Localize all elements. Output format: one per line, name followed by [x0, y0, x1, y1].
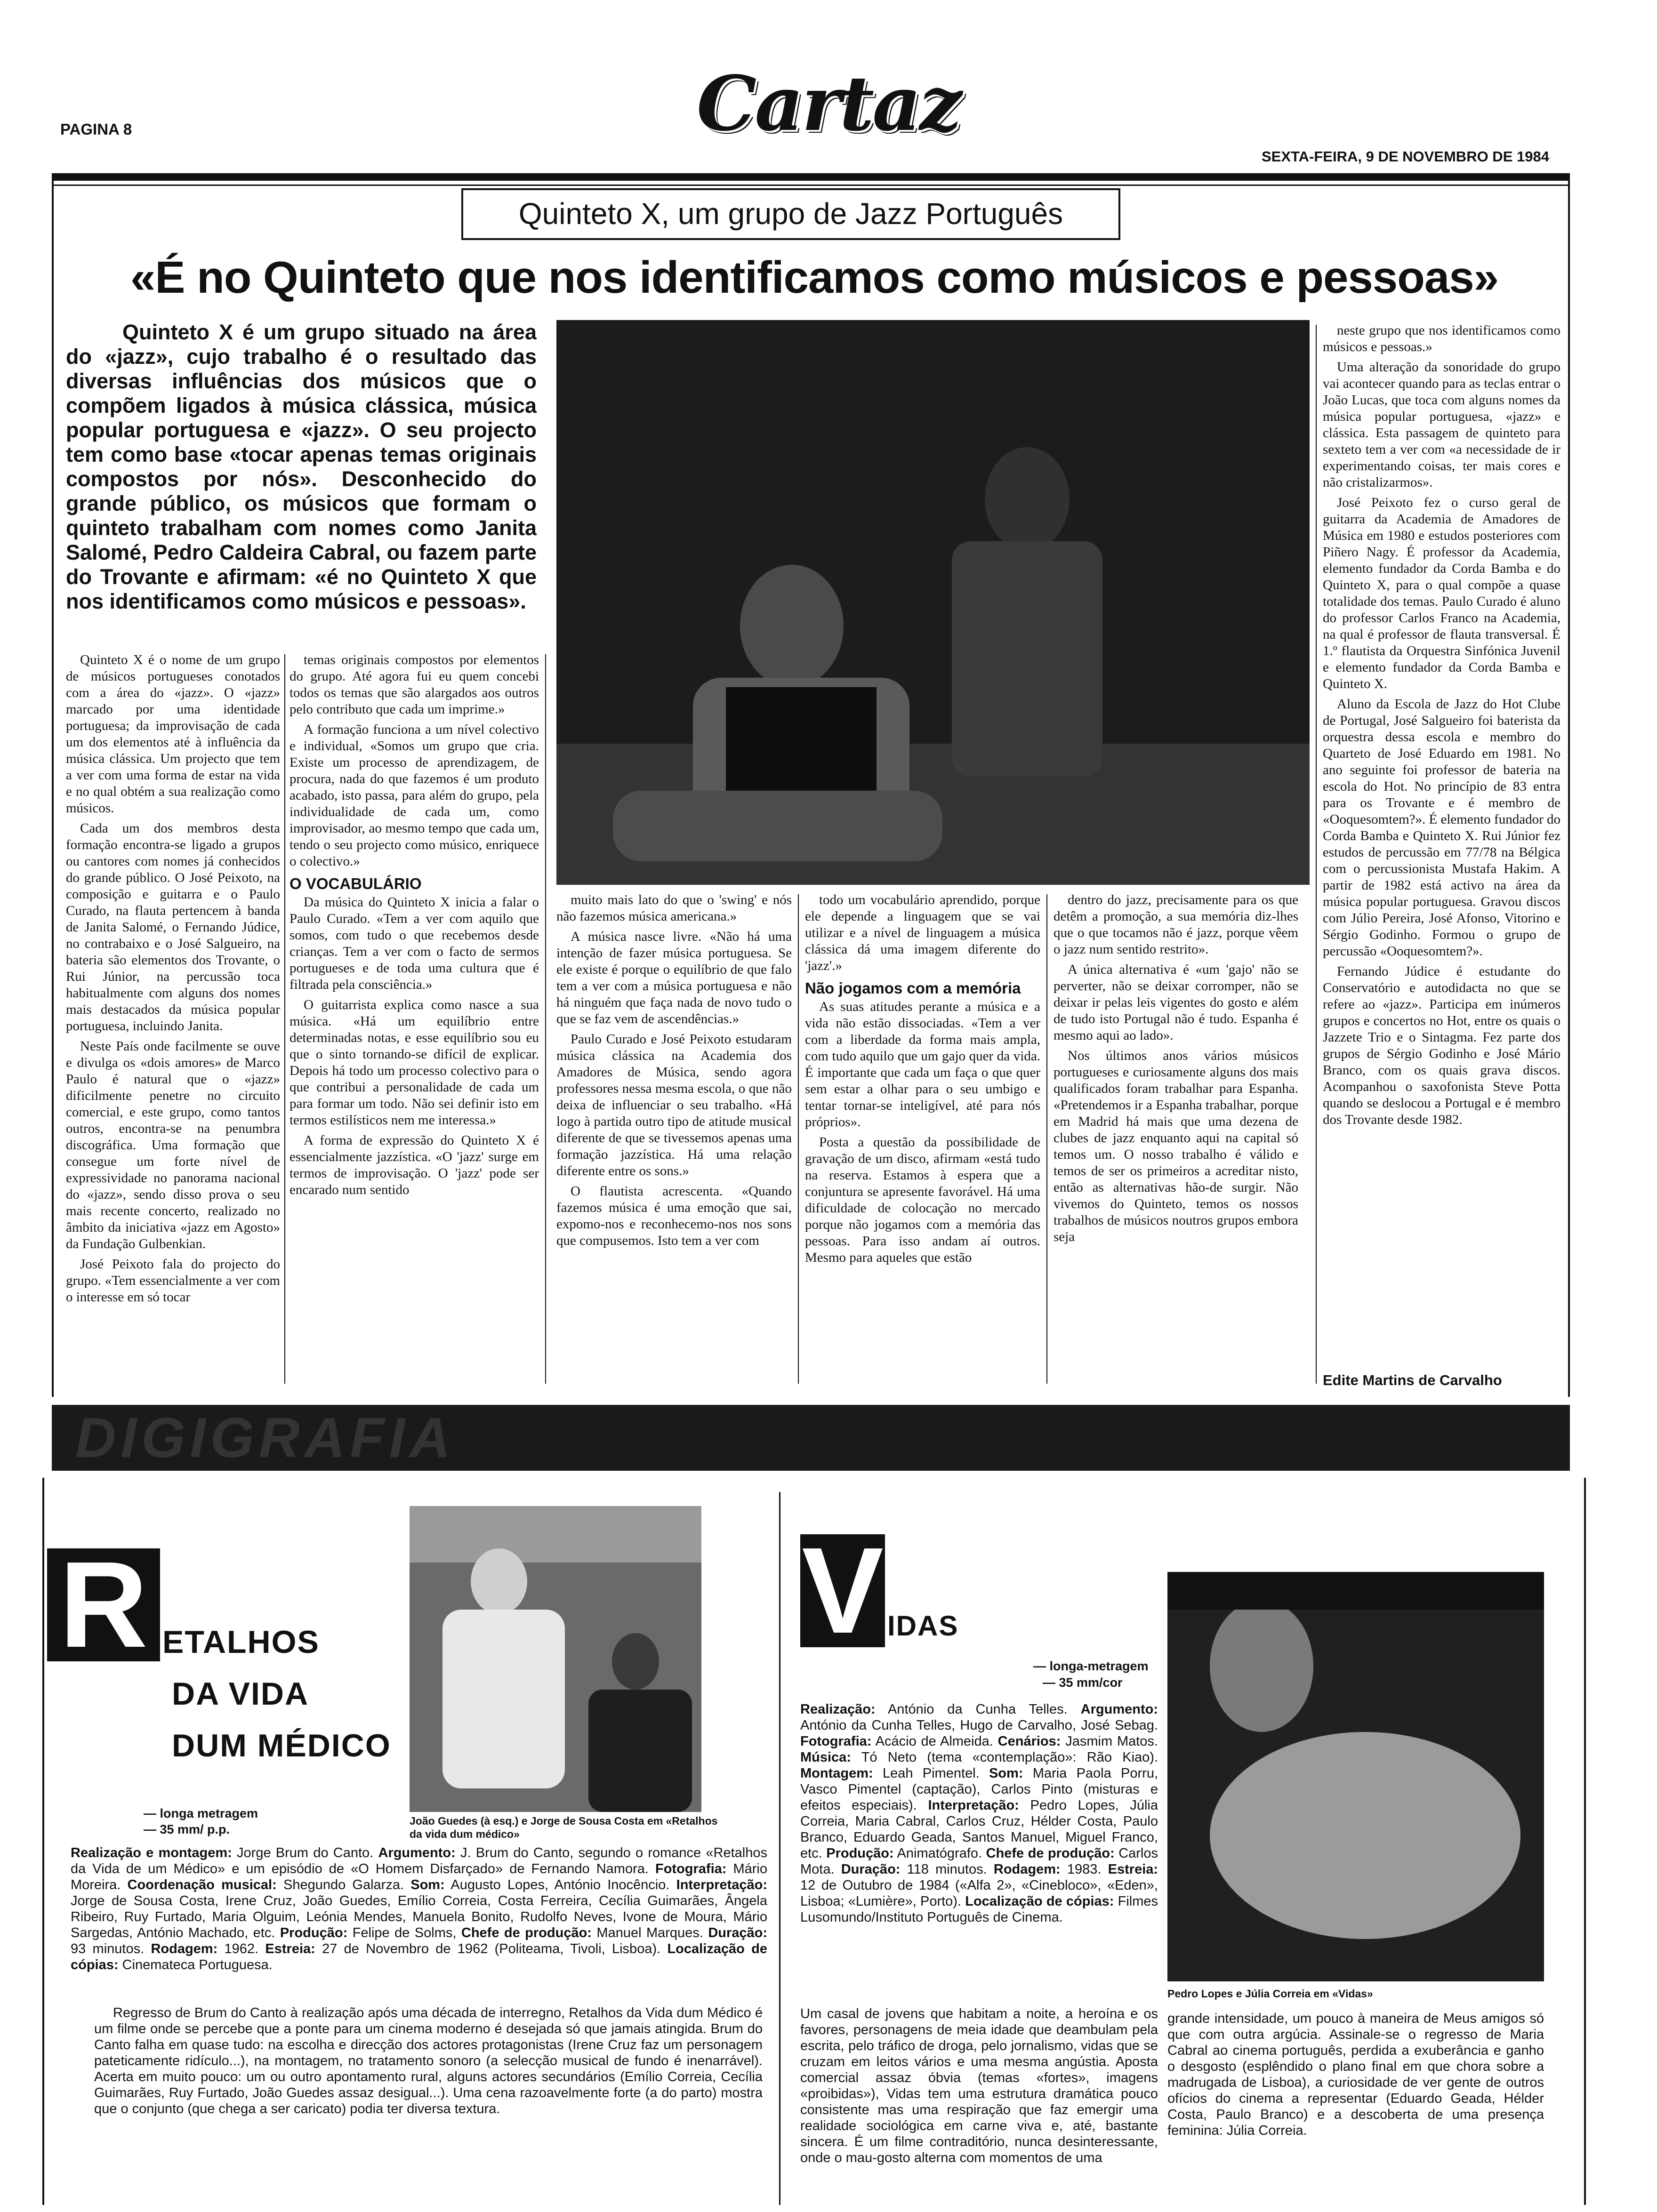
credit-value: Leah Pimentel. [882, 1766, 980, 1781]
vidas-title: IDAS [887, 1610, 959, 1642]
col5-paragraph: A única alternativa é «um 'gajo' não se perverter, não se deixar corromper, não se deixar ir pelas leis vigentes do gosto e além de tudo isto Portugal não é tudo. Espanha é mesmo aqui ao lado». [1054, 962, 1298, 1043]
retalhos-title-line3: DUM MÉDICO [172, 1728, 391, 1763]
vidas-review-left: Um casal de jovens que habitam a noite, a heroína e os favores, personagens de meia idade que deambulam pela escrita, pelo tráfico de droga, pelo jornalismo, vidas que se cruzam em leitos vários e uma mesma angústia. Aposta comercial assaz óbvia (temas «fortes», imagens «proibidas»), Vidas tem uma estrutura dramática pouco consistente mas uma respiração que faz emergir uma realidade sociológica em carne viva e, até, bastante sincera. É um filme contraditório, nunca desinteressante, onde o mau-gosto alterna com momentos de uma [800, 2006, 1158, 2165]
credit-value: Augusto Lopes, António Inocêncio. [450, 1877, 670, 1892]
credit-label: Cenários: [997, 1734, 1061, 1749]
col3-paragraph: muito mais lato do que o 'swing' e nós não fazemos música americana.» [556, 892, 792, 924]
col2-paragraph: A formação funciona a um nível colectivo e individual, «Somos um grupo que cria. Existe um processo de aprendizagem, de procura, nada do que fazemos é um produto acabado, isto passa, para além do grupo, pela individualidade de cada um, como improvisador, ao mesmo tempo que cada um, tendo o seu projecto como músico, enriquece o colectivo.» [290, 722, 539, 869]
credit-value: 12 de Outubro de 1984 («Alfa 2», «Cinebloco», «Eden», Lisboa; «Lumière», Porto). [800, 1878, 1158, 1909]
col1-paragraph: Quinteto X é o nome de um grupo de músicos portugueses conotados com a área do «jazz». O «jazz» marcado por uma identidade portuguesa; da improvisação de cada um dos elementos até à influência da música clássica. Um projecto que tem a ver com uma forma de estar na vida e no qual obtém a sua realização como músicos. [66, 652, 280, 816]
credit-label: Estreia: [265, 1941, 315, 1956]
col4-paragraph: As suas atitudes perante a música e a vida não estão dissociadas. «Tem a ver com a liberdade da forma mais ampla, com tudo aquilo que um gajo quer da vida. É importante que cada um faça o que quer sem estar a olhar para o seu umbigo e tentar tornar-se inteligível, até para nós próprios». [805, 999, 1040, 1130]
banner-text: DIGIGRAFIA [75, 1406, 455, 1469]
credit-label: Duração: [708, 1925, 767, 1940]
retalhos-photo [410, 1506, 701, 1812]
article-top-rule [52, 173, 1570, 181]
credit-value: 27 de Novembro de 1962 (Politeama, Tivoli, Lisboa). [322, 1941, 661, 1956]
credit-label: Realização: [800, 1702, 876, 1717]
lower-right-border [1584, 1478, 1586, 2205]
article-right-border [1568, 173, 1570, 1397]
column-divider [545, 654, 546, 1384]
credit-value: Tó Neto (tema «contemplação»: Rão Kiao). [861, 1750, 1158, 1765]
article-column-2 [290, 652, 539, 1386]
col3-paragraph: A música nasce livre. «Não há uma intenção de fazer música portuguesa. Se ele existe é porque o equilíbrio de que falo tem a ver com a música portuguesa e não há ninguém que faça nada de novo tudo o que se faz vem de ascendências.» [556, 929, 792, 1026]
vidas-photo [1167, 1572, 1544, 1981]
credit-label: Fotografia: [800, 1734, 872, 1749]
credit-value: António da Cunha Telles, Hugo de Carvalho, José Sebag. [800, 1718, 1158, 1733]
review-divider [779, 1492, 780, 2205]
retalhos-credits [71, 1845, 767, 1991]
retalhos-title-line1: ETALHOS [162, 1624, 320, 1660]
credit-value: António da Cunha Telles. [887, 1702, 1068, 1717]
issue-date: SEXTA-FEIRA, 9 DE NOVEMBRO DE 1984 [1262, 148, 1549, 165]
credit-label: Chefe de produção: [461, 1925, 592, 1940]
credit-label: Argumento: [1080, 1702, 1158, 1717]
column-divider [1316, 325, 1317, 1384]
credit-value: 1962. [224, 1941, 259, 1956]
section-banner [52, 1405, 1570, 1471]
article-column-6 [1323, 322, 1560, 1372]
credit-label: Estreia: [1108, 1862, 1158, 1877]
credit-value: Cinemateca Portuguesa. [122, 1957, 273, 1972]
credit-label: Coordenação musical: [127, 1877, 277, 1892]
credit-value: 118 minutos. [907, 1862, 987, 1877]
retalhos-title-line2: DA VIDA [172, 1676, 309, 1712]
credit-value: Animatógrafo. [897, 1846, 982, 1861]
column-divider [1046, 894, 1047, 1384]
credit-value: Filmes Lusomundo/Instituto Português de Cinema. [800, 1894, 1158, 1925]
credit-value: Jasmim Matos. [1065, 1734, 1158, 1749]
article-column-4 [805, 892, 1040, 1386]
credit-value: Pedro Lopes, Júlia Correia, Maria Cabral, Carlos Cruz, Hélder Costa, Paulo Branco, Eduardo Geada, Santos Manuel, Miguel Franco, etc. [800, 1798, 1158, 1861]
lower-left-border [42, 1478, 44, 2205]
vidas-review-right: grande intensidade, um pouco à maneira de Meus amigos só que com outra argúcia. Assinale-se o regresso de Maria Cabral ao cinema português, perdida a exuberância e ganho o desgosto (esplêndido o plano final em que chora sobre a madrugada de Lisboa), a curiosidade de ver gente de outros ofícios do cinema a representar (Eduardo Geada, Hélder Costa, Paulo Branco) e a descoberta de uma presença feminina: Júlia Correia. [1167, 2011, 1544, 2138]
vidas-format-2: — 35 mm/cor [1043, 1675, 1123, 1690]
col5-paragraph: Nos últimos anos vários músicos portugueses e curiosamente alguns dos mais qualificados foram trabalhar para Espanha. «Pretendemos ir a Espanha trabalhar, porque em Madrid há mais que uma dezena de clubes de jazz enquanto aqui na capital só temos um. O nosso trabalho é válido e temos de ser os primeiros a acreditar nisto, então as alternativas hão-de surgir. Não vivemos do Quinteto, temos os nossos trabalhos de músicos noutros grupos embora seja [1054, 1048, 1298, 1244]
article-column-5 [1054, 892, 1298, 1386]
credit-value: Carlos Mota. [800, 1846, 1158, 1877]
col2-paragraph: O guitarrista explica como nasce a sua música. «Há um equilíbrio entre determinadas notas, e esse equilíbrio sou eu que o sinto tornando-se difícil de explicar. Depois há todo um processo colectivo para o que contribui a personalidade de cada um para formar um todo. Não sei definir isto em termos estilísticos nem me interessa.» [290, 997, 539, 1128]
credit-value: 1983. [1067, 1862, 1102, 1877]
article-column-3 [556, 892, 792, 1386]
col1-paragraph: Neste País onde facilmente se ouve e divulga os «dois amores» de Marco Paulo é natural que o «jazz» dificilmente penetre no circuito comercial, e este grupo, como tantos outros, encontra-se na penumbra discográfica. Uma formação que consegue um forte nível de expressividade no panorama nacional do «jazz», sendo disso prova o seu mais recente concerto, realizado no âmbito da iniciativa «jazz em Agosto» da Fundação Gulbenkian. [66, 1039, 280, 1251]
credit-label: Produção: [826, 1846, 894, 1861]
article-lead: Quinteto X é um grupo situado na área do «jazz», cujo trabalho é o resultado das diversas influências dos músicos que o compõem ligados à música clássica, música popular portuguesa e «jazz». O seu projecto tem como base «tocar apenas temas originais compostos por nós». Desconhecido do grande público, os músicos que formam o quinteto trabalham com nomes como Janita Salomé, Pedro Caldeira Cabral, ou fazem parte do Trovante e afirmam: «é no Quinteto X que nos identificamos como músicos e pessoas». [66, 320, 537, 613]
credit-value: Manuel Marques. [596, 1925, 703, 1940]
vidas-credits [800, 1701, 1158, 2003]
col4-paragraph: todo um vocabulário aprendido, porque ele depende a linguagem que se vai utilizar e a nível de linguagem a música clássica dá uma imagem diferente do 'jazz'.» [805, 892, 1040, 973]
credit-value: Maria Paola Porru, Vasco Pimentel (captação), Carlos Pinto (misturas e efeitos especiais). [800, 1766, 1158, 1813]
vidas-initial: V [800, 1534, 885, 1647]
retalhos-format-1: — longa metragem [144, 1806, 258, 1820]
col6-paragraph: Uma alteração da sonoridade do grupo vai acontecer quando para as teclas entrar o João Lucas, que toca com alguns nomes da música popular portuguesa, «jazz» e clássica. Esta passagem de quinteto para sexteto tem a ver com «a necessidade de ir experimentando coisas, ter mais cores e não cristalizarmos». [1323, 360, 1560, 490]
credit-value: Jorge Brum do Canto. [237, 1845, 374, 1860]
credit-label: Duração: [841, 1862, 901, 1877]
col3-paragraph: O flautista acrescenta. «Quando fazemos música é uma emoção que sai, expomo-nos e reconhecemo-nos nos sons que compusemos. Isto tem a ver com [556, 1184, 792, 1248]
column-divider [284, 654, 285, 1384]
retalhos-review: Regresso de Brum do Canto à realização após uma década de interregno, Retalhos da Vida dum Médico é um filme onde se percebe que a ponte para um cinema moderno é desejada só que jamais atingida. Brum do Canto falha em quase tudo: na escolha e direcção dos actores protagonistas (Irene Cruz faz um personagem pateticamente ridículo...), na montagem, no tratamento sonoro (a selecção musical de fundo é inenarrável). Acerta em muito pouco: um ou outro apontamento rural, alguns actores secundários (Emílio Correia, Cecília Guimarães, Ruy Furtado, João Guedes assaz desigual...). Uma cena razoavelmente forte (a do parto) mostra que o conjunto (que chega a ser caricato) podia ter diversa textura. [94, 2005, 763, 2116]
col2-paragraph: temas originais compostos por elementos do grupo. Até agora fui eu quem concebi todos os temas que são alargados aos outros pelo contributo que cada um imprime.» [290, 652, 539, 717]
credit-label: Música: [800, 1750, 851, 1765]
section-head-vocabulario: O VOCABULÁRIO [290, 875, 422, 892]
credit-label: Rodagem: [151, 1941, 218, 1956]
credit-value: 93 minutos. [71, 1941, 145, 1956]
page-label: PAGINA 8 [60, 120, 132, 138]
col6-paragraph: Fernando Júdice é estudante do Conservatório e autodidacta no que se refere ao «jazz». Participa em inúmeros grupos e concertos no Hot, entre os quais o Jazzete Trio e o Sintagma. Fez parte dos grupos de Sérgio Godinho e José Mário Branco, com os quais grava discos. Acompanhou o saxofonista Steve Potta quando se deslocou a Portugal e é membro dos Trovante desde 1982. [1323, 964, 1560, 1127]
credit-value: J. Brum do Canto, segundo o romance «Retalhos da Vida de um Médico» e um episódio de «O Homem Disfarçado» de Fernando Namora. [71, 1845, 767, 1876]
cartaz-logo: Cartaz [697, 59, 960, 148]
band-photo [556, 320, 1310, 885]
col4-paragraph: Posta a questão da possibilidade de gravação de um disco, afirmam «está tudo na reserva. Estamos à espera que a conjuntura se apresente favorável. Há uma dificuldade de colocação no mercado porque não jogamos com a memória das pessoas. Para isso andam aí outros. Mesmo para aqueles que estão [805, 1135, 1040, 1265]
col1-paragraph: José Peixoto fala do projecto do grupo. «Tem essencialmente a ver com o interesse em só tocar [66, 1257, 280, 1305]
credit-value: Mário Moreira. [71, 1861, 767, 1892]
credit-label: Som: [989, 1766, 1023, 1781]
credit-label: Produção: [280, 1925, 348, 1940]
col1-paragraph: Cada um dos membros desta formação encontra-se ligado a grupos ou cantores com nomes já conhecidos do grande público. O José Peixoto, na composição e guitarra e o Paulo Curado, na flauta pertencem à banda de Janita Salomé, o Fernando Júdice, no contrabaixo e o José Salgueiro, na bateria são elementos dos Trovante, o Rui Júnior, na percussão toca habitualmente com alguns dos nomes mais destacados da música popular portuguesa, incluindo Janita. [66, 821, 280, 1034]
article-column-1 [66, 652, 280, 1386]
vidas-photo-caption: Pedro Lopes e Júlia Correia em «Vidas» [1167, 1988, 1373, 2000]
byline: Edite Martins de Carvalho [1323, 1372, 1502, 1388]
credit-label: Argumento: [378, 1845, 456, 1860]
retalhos-initial: R [47, 1548, 160, 1661]
article-kicker: Quinteto X, um grupo de Jazz Português [461, 188, 1120, 240]
col6-paragraph: José Peixoto fez o curso geral de guitarra da Academia de Amadores de Música em 1980 e estudos posteriores com Piñero Nagy. É professor da Academia, elemento fundador da Corda Bamba e do Quinteto X, para o qual compõe a quase totalidade dos temas. Paulo Curado é aluno do professor Carlos Franco na Academia, na qual é professor de flauta transversal. É 1.º flautista da Orquestra Sinfónica Juvenil e elemento fundador da Corda Bamba e Quinteto X. [1323, 495, 1560, 691]
credit-label: Localização de cópias: [71, 1941, 767, 1972]
col6-paragraph: Aluno da Escola de Jazz do Hot Clube de Portugal, José Salgueiro foi baterista da orquestra dessa escola e membro do Quarteto de José Eduardo em 1981. No ano seguinte foi professor de bateria na escola do Hot. No princípio de 83 entra para os Trovante e é membro de «Ooquesomtem?». É elemento fundador do Corda Bamba e Quinteto X. Rui Júnior fez estudos de percussão em 77/78 na Bélgica com o percussionista Mustafa Hakim. A partir de 1982 está activo na área da música popular portuguesa. Gravou discos com Júlio Pereira, José Afonso, Vitorino e Sérgio Godinho. Formou o grupo de percussão «Ooquesomtem?». [1323, 697, 1560, 959]
credit-value: Felipe de Solms, [352, 1925, 457, 1940]
col2-paragraph: Da música do Quinteto X inicia a falar o Paulo Curado. «Tem a ver com aquilo que somos, com tudo o que recebemos desde crianças. Tem a ver com o facto de sermos portugueses e de toda uma cultura que é filtrada pela consciência.» [290, 895, 539, 992]
col6-paragraph: neste grupo que nos identificamos como músicos e pessoas.» [1323, 323, 1560, 354]
article-left-border [52, 173, 54, 1397]
credit-label: Interpretação: [928, 1798, 1019, 1813]
retalhos-photo-caption: João Guedes (à esq.) e Jorge de Sousa Costa em «Retalhos da vida dum médico» [410, 1815, 718, 1840]
col3-paragraph: Paulo Curado e José Peixoto estudaram música clássica na Academia dos Amadores de Música, sendo agora professores nessa mesma escola, o que não deixa de influenciar o seu trabalho. «Há logo à partida outro tipo de atitude musical diferente de que se tivessemos apenas uma formação jazzística. Há uma relação diferente entre os sons.» [556, 1032, 792, 1178]
credit-label: Montagem: [800, 1766, 873, 1781]
credit-value: Jorge de Sousa Costa, Irene Cruz, João Guedes, Emílio Correia, Costa Ferreira, Cecília Guimarães, Ângela Ribeiro, Ruy Furtado, Maria Olguim, Leónia Mendes, Manuela Bonito, Rudolfo Neves, Ivone de Moura, Mário Sargedas, António Machado, etc. [71, 1893, 767, 1940]
credit-value: Shegundo Galarza. [283, 1877, 404, 1892]
retalhos-photo-illustration [410, 1506, 701, 1812]
credit-label: Realização e montagem: [71, 1845, 232, 1860]
credit-label: Som: [410, 1877, 445, 1892]
credit-label: Fotografia: [655, 1861, 727, 1876]
article-top-rule-thin [52, 184, 1570, 186]
section-head-memoria: Não jogamos com a memória [805, 979, 1021, 997]
column-divider [798, 894, 799, 1384]
credit-label: Rodagem: [993, 1862, 1061, 1877]
credit-value: Acácio de Almeida. [875, 1734, 993, 1749]
retalhos-format-2: — 35 mm/ p.p. [144, 1822, 230, 1836]
vidas-format-1: — longa-metragem [1033, 1659, 1149, 1673]
col5-paragraph: dentro do jazz, precisamente para os que detêm a promoção, a sua memória diz-lhes que o que tocamos não é jazz, porque vêem o jazz num sentido restrito». [1054, 892, 1298, 957]
vidas-photo-illustration [1167, 1572, 1544, 1981]
credit-label: Interpretação: [676, 1877, 767, 1892]
band-photo-illustration [556, 320, 1310, 885]
article-headline: «É no Quinteto que nos identificamos como músicos e pessoas» [130, 252, 1498, 303]
col2-paragraph: A forma de expressão do Quinteto X é essencialmente jazzística. «O 'jazz' surge em termos de improvisação. O 'jazz' pode ser encarado num sentido [290, 1133, 539, 1197]
credit-label: Localização de cópias: [965, 1894, 1114, 1909]
credit-label: Chefe de produção: [986, 1846, 1115, 1861]
